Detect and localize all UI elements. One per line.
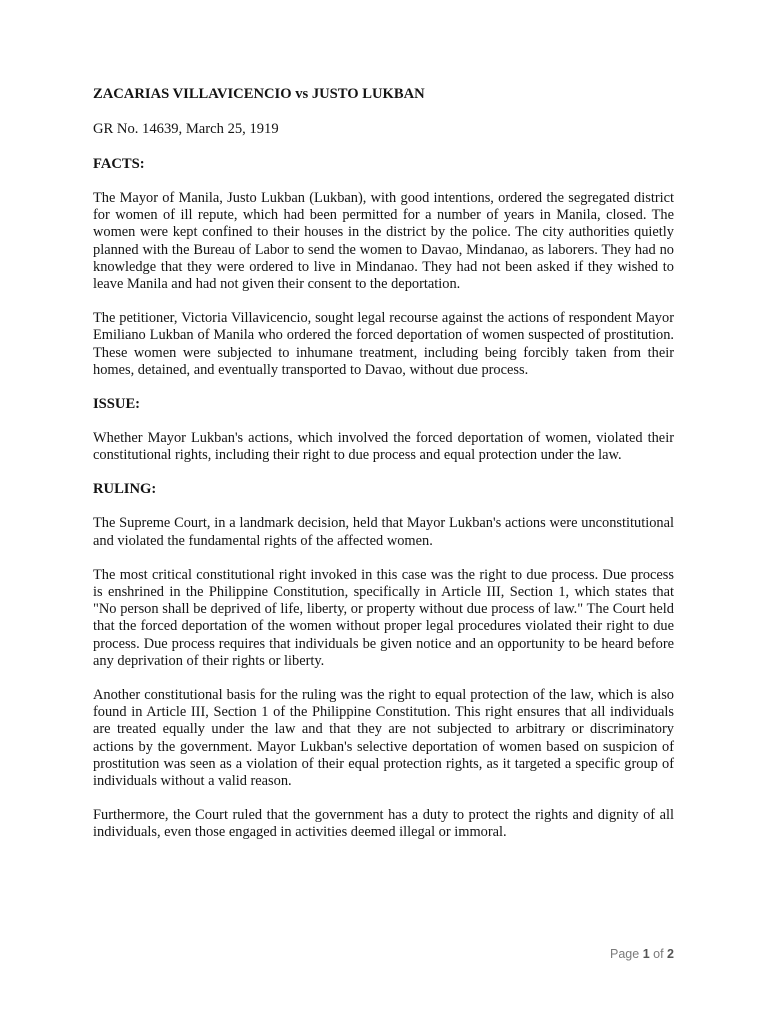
current-page-number: 1 — [642, 947, 650, 961]
page-word: Page — [610, 947, 640, 961]
total-pages-number: 2 — [667, 947, 674, 961]
of-word: of — [653, 947, 664, 961]
ruling-paragraph-3: Another constitutional basis for the ruling was the right to equal protection of the law, which is also found in Article III, Section 1 of the Philippine Constitution. This right ensures that all individuals are treated equally under the law and that they are not subjected to arbitrary or discriminatory actions by the government. Mayor Lukban's selective deportation of women based on suspicion of prostitution was seen as a violation of their equal protection rights, as it targeted a specific group of individuals without a valid reason. — [93, 687, 674, 790]
ruling-paragraph-4: Furthermore, the Court ruled that the government has a duty to protect the rights and dignity of all individuals, even those engaged in activities deemed illegal or immoral. — [93, 807, 674, 841]
document-page — [93, 86, 674, 842]
facts-heading: FACTS: — [93, 156, 145, 172]
case-title: ZACARIAS VILLAVICENCIO vs JUSTO LUKBAN — [93, 86, 425, 102]
issue-heading: ISSUE: — [93, 396, 141, 413]
page-number-footer — [610, 947, 674, 961]
ruling-paragraph-2: The most critical constitutional right invoked in this case was the right to due process. Due process is enshrined in the Philippine Constitution, specifically in Article III, Section 1, which states that "No person shall be deprived of life, liberty, or property without due process of law." The Court held that the forced deportation of the women without proper legal procedures violated their right to due process. Due process requires that individuals be given notice and an opportunity to be heard before any deprivation of their rights or liberty. — [93, 566, 674, 669]
issue-paragraph: Whether Mayor Lukban's actions, which involved the forced deportation of women, violated their constitutional rights, including their right to due process and equal protection under the law. — [93, 430, 674, 464]
facts-paragraph-2: The petitioner, Victoria Villavicencio, sought legal recourse against the actions of respondent Mayor Emiliano Lukban of Manila who ordered the forced deportation of women suspected of prostitution. These women were subjected to inhumane treatment, including being forcibly taken from their homes, detained, and eventually transported to Davao, without due process. — [93, 310, 674, 378]
gr-number-line: GR No. 14639, March 25, 1919 — [93, 121, 279, 137]
facts-paragraph-1: The Mayor of Manila, Justo Lukban (Lukban), with good intentions, ordered the segregated district for women of ill repute, which had been permitted for a number of years in Manila, closed. The women were kept confined to their houses in the district by the police. The city authorities quietly planned with the Bureau of Labor to send the women to Davao, Mindanao, as laborers. They had no knowledge that they were ordered to live in Mindanao. They had not been asked if they wished to leave Manila and had not given their consent to the deportation. — [93, 190, 674, 293]
ruling-paragraph-1: The Supreme Court, in a landmark decision, held that Mayor Lukban's actions were unconstitutional and violated the fundamental rights of the affected women. — [93, 515, 674, 549]
ruling-heading: RULING: — [93, 481, 157, 498]
